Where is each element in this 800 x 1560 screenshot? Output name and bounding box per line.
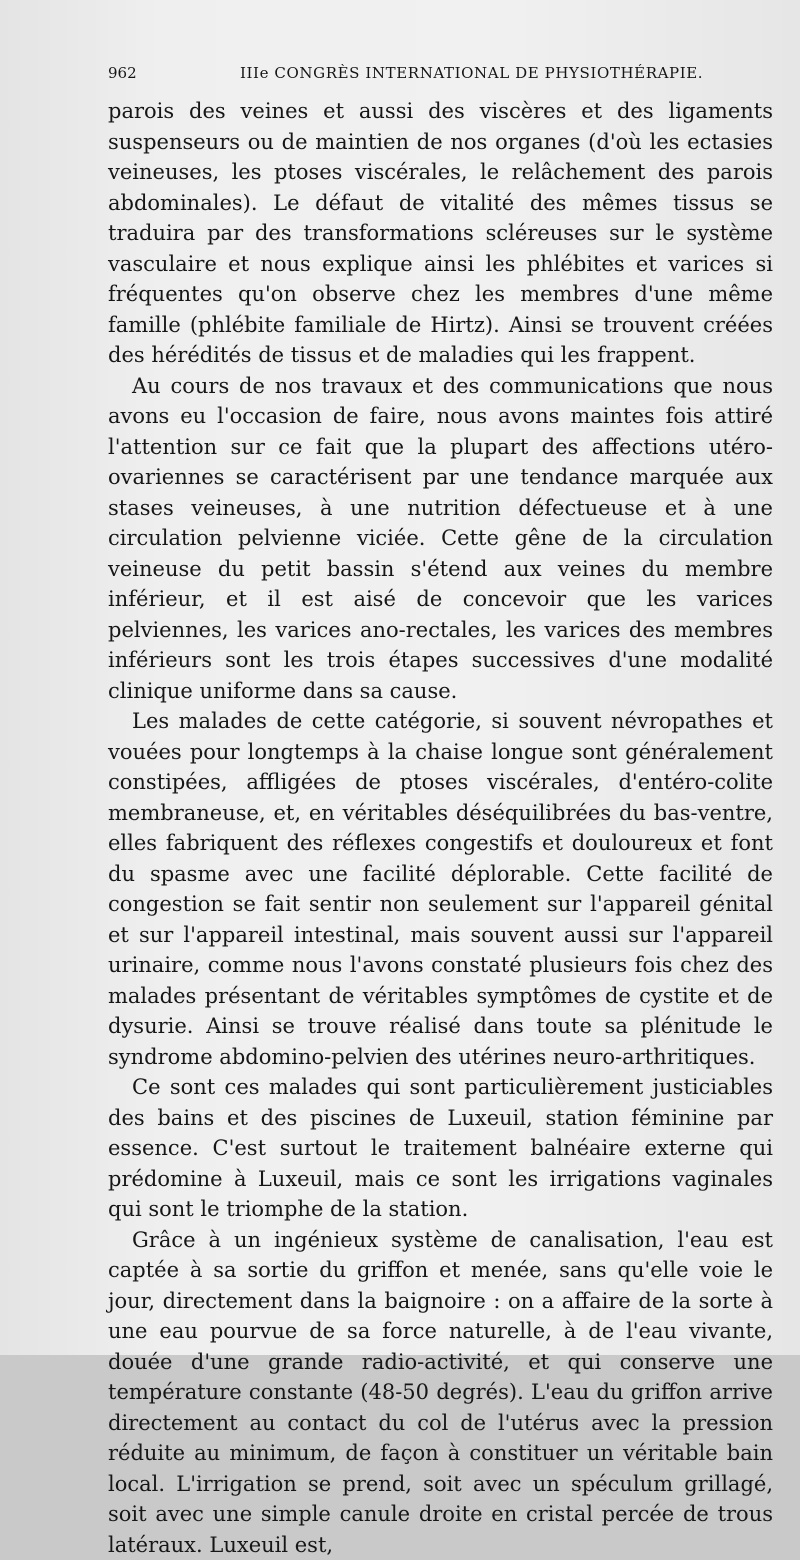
page-header [108,64,768,88]
running-title: IIIe CONGRÈS INTERNATIONAL DE PHYSIOTHÉRAPIE. [240,64,703,82]
body-text [108,96,773,1560]
paragraph-utero-ovarian: Au cours de nos travaux et des communications que nous avons eu l'occasion de faire, nous avons maintes fois attiré l'attention sur ce fait que la plupart des affections utéro-ovariennes se caractérisent par une tendance marquée aux stases veineuses, à une nutrition défectueuse et à une circulation pelvienne viciée. Cette gêne de la circulation veineuse du petit bassin s'étend aux veines du membre inférieur, et il est aisé de concevoir que les varices pelviennes, les varices ano-rectales, les varices des membres inférieurs sont les trois étapes successives d'une modalité clinique uniforme dans sa cause. [108,371,773,707]
paragraph-patients: Les malades de cette catégorie, si souvent névropathes et vouées pour longtemps à la chaise longue sont généralement constipées, affligées de ptoses viscérales, d'entéro-colite membraneuse, et, en véritables déséquilibrées du bas-ventre, elles fabriquent des réflexes congestifs et douloureux et font du spasme avec une facilité déplorable. Cette facilité de congestion se fait sentir non seulement sur l'appareil génital et sur l'appareil intestinal, mais souvent aussi sur l'appareil urinaire, comme nous l'avons constaté plusieurs fois chez des malades présentant de véritables symptômes de cystite et de dysurie. Ainsi se trouve réalisé dans toute sa plénitude le syndrome abdomino-pelvien des utérines neuro-arthritiques. [108,706,773,1072]
page-number: 962 [108,64,137,82]
paragraph-irrigation: Grâce à un ingénieux système de canalisation, l'eau est captée à sa sortie du griffon et menée, sans qu'elle voie le jour, directement dans la baignoire : on a affaire de la sorte à une eau pourvue de sa force naturelle, à de l'eau vivante, douée d'une grande radio-activité, et qui conserve une température constante (48-50 degrés). L'eau du griffon arrive directement au contact du col de l'utérus avec la pression réduite au minimum, de façon à constituer un véritable bain local. L'irrigation se prend, soit avec un spéculum grillagé, soit avec une simple canule droite en cristal percée de trous latéraux. Luxeuil est, [108,1225,773,1560]
paragraph-luxeuil: Ce sont ces malades qui sont particulièrement justiciables des bains et des piscines de Luxeuil, station féminine par essence. C'est surtout le traitement balnéaire externe qui prédomine à Luxeuil, mais ce sont les irrigations vaginales qui sont le triomphe de la station. [108,1072,773,1225]
paragraph-continuation: parois des veines et aussi des viscères et des ligaments suspenseurs ou de maintien de nos organes (d'où les ectasies veineuses, les ptoses viscérales, le relâchement des parois abdominales). Le défaut de vitalité des mêmes tissus se traduira par des transformations scléreuses sur le système vasculaire et nous explique ainsi les phlébites et varices si fréquentes qu'on observe chez les membres d'une même famille (phlébite familiale de Hirtz). Ainsi se trouvent créées des hérédités de tissus et de maladies qui les frappent. [108,96,773,371]
